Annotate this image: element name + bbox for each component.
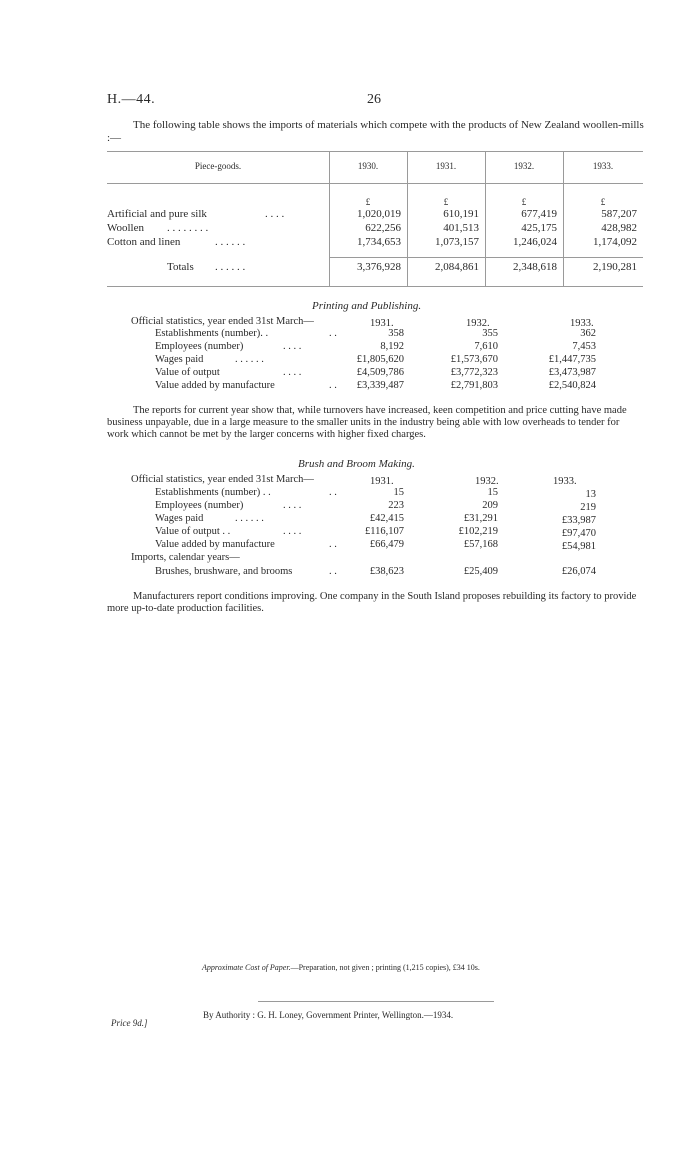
stat-label: Value of output xyxy=(155,367,220,378)
currency-symbol: £ xyxy=(521,197,527,207)
totals-cell: 3,376,928 xyxy=(357,261,401,273)
intro-paragraph: The following table shows the imports of materials which compete with the products of New Zealand woollen-mills :— xyxy=(107,119,644,144)
stat-value: 15 xyxy=(487,487,498,498)
page-number: 26 xyxy=(367,92,381,107)
row-leader-dots: . . . . xyxy=(265,208,285,220)
stat-value: 7,453 xyxy=(572,341,596,352)
table-cell: 1,174,092 xyxy=(593,236,637,248)
stat-value: £54,981 xyxy=(561,541,596,552)
column-header-piece-goods: Piece-goods. xyxy=(194,161,242,171)
stat-value: £26,074 xyxy=(561,566,596,577)
row-leader-dots: . . . . xyxy=(283,526,302,537)
currency-symbol: £ xyxy=(443,197,449,207)
stat-value: £66,479 xyxy=(369,539,404,550)
table-cell: 1,020,019 xyxy=(357,208,401,220)
stat-label: Value of output . . xyxy=(155,526,231,537)
printing-year-header: 1933. xyxy=(570,318,594,329)
stat-label: Employees (number) xyxy=(155,341,244,352)
column-header-year: 1930. xyxy=(357,161,379,171)
stat-value: £3,772,323 xyxy=(450,367,498,378)
stat-value: £25,409 xyxy=(463,566,498,577)
stat-label: Wages paid xyxy=(155,354,204,365)
stat-value: 223 xyxy=(388,500,404,511)
row-label: Woollen xyxy=(107,222,144,234)
currency-symbol: £ xyxy=(600,197,606,207)
row-leader-dots: . . . . . . xyxy=(235,354,264,365)
totals-cell: 2,084,861 xyxy=(435,261,479,273)
brush-year-header: 1932. xyxy=(475,476,499,487)
row-leader-dots: . . xyxy=(329,380,337,391)
stat-value: £33,987 xyxy=(561,515,596,526)
stat-label: Wages paid xyxy=(155,513,204,524)
brush-section-title: Brush and Broom Making. xyxy=(298,458,415,470)
currency-symbol: £ xyxy=(365,197,371,207)
row-label: Artificial and pure silk xyxy=(107,208,207,220)
stat-value: £3,473,987 xyxy=(548,367,596,378)
stat-value: 8,192 xyxy=(380,341,404,352)
stat-value: £2,540,824 xyxy=(548,380,596,391)
table-cell: 1,246,024 xyxy=(513,236,557,248)
stat-label: Establishments (number) . . xyxy=(155,487,271,498)
brush-year-header: 1931. xyxy=(370,476,394,487)
row-leader-dots: . . . . xyxy=(283,367,302,378)
stat-value: £38,623 xyxy=(369,566,404,577)
row-leader-dots: . . xyxy=(329,328,337,339)
cost-of-paper-note xyxy=(202,963,480,972)
printing-year-header: 1931. xyxy=(370,318,394,329)
table-cell: 428,982 xyxy=(601,222,637,234)
row-leader-dots: . . . . . . xyxy=(215,236,246,248)
stat-value: £31,291 xyxy=(463,513,498,524)
row-leader-dots: . . xyxy=(329,487,337,498)
row-leader-dots: . . . . . . xyxy=(235,513,264,524)
brush-year-header: 1933. xyxy=(553,476,577,487)
stat-value: £102,219 xyxy=(458,526,498,537)
totals-cell: 2,190,281 xyxy=(593,261,637,273)
stat-value: £4,509,786 xyxy=(356,367,404,378)
printing-paragraph: The reports for current year show that, while turnovers have increased, keen competition and price cutting have made business unpayable, due in a large measure to the smaller units in the industry being able with low overheads to tender for work which cannot be met by the larger concerns with higher fixed charges. xyxy=(107,405,627,440)
price-note: Price 9d.] xyxy=(111,1018,148,1028)
table-cell: 622,256 xyxy=(365,222,401,234)
stat-value: 7,610 xyxy=(474,341,498,352)
table-totals-rule xyxy=(329,257,643,258)
cost-label: Approximate Cost of Paper. xyxy=(202,963,291,972)
stat-value: £1,805,620 xyxy=(356,354,404,365)
stat-value: £116,107 xyxy=(365,526,404,537)
row-label: Cotton and linen xyxy=(107,236,181,248)
footer-rule xyxy=(258,1001,494,1002)
imports-table xyxy=(107,151,643,286)
brush-heading: Official statistics, year ended 31st March— xyxy=(131,474,314,485)
row-leader-dots: . . . . xyxy=(283,341,302,352)
table-bottom-rule xyxy=(107,286,643,287)
imports-heading: Imports, calendar years— xyxy=(131,552,240,563)
stat-value: 358 xyxy=(388,328,404,339)
printer-authority: By Authority : G. H. Loney, Government Printer, Wellington.—1934. xyxy=(203,1010,454,1020)
stat-value: £3,339,487 xyxy=(356,380,404,391)
stat-label: Value added by manufacture xyxy=(155,380,275,391)
table-cell: 401,513 xyxy=(443,222,479,234)
row-leader-dots: . . . . . . xyxy=(215,261,246,273)
totals-label: Totals xyxy=(167,261,194,273)
printing-heading: Official statistics, year ended 31st March— xyxy=(131,316,314,327)
stat-value: £57,168 xyxy=(463,539,498,550)
stat-value: £97,470 xyxy=(561,528,596,539)
row-leader-dots: . . . . . . . . xyxy=(167,222,209,234)
column-header-year: 1932. xyxy=(513,161,535,171)
stat-value: 13 xyxy=(585,489,596,500)
table-cell: 425,175 xyxy=(521,222,557,234)
stat-value: 362 xyxy=(580,328,596,339)
row-leader-dots: . . . . xyxy=(283,500,302,511)
column-header-year: 1931. xyxy=(435,161,457,171)
table-cell: 1,734,653 xyxy=(357,236,401,248)
stat-label: Brushes, brushware, and brooms xyxy=(155,566,293,577)
stat-label: Value added by manufacture xyxy=(155,539,275,550)
printing-year-header: 1932. xyxy=(466,318,490,329)
stat-value: £1,573,670 xyxy=(450,354,498,365)
row-leader-dots: . . xyxy=(329,566,337,577)
brush-paragraph: Manufacturers report conditions improving. One company in the South Island proposes rebuilding its factory to provide more up-to-date production facilities. xyxy=(107,591,637,614)
table-cell: 587,207 xyxy=(601,208,637,220)
table-cell: 677,419 xyxy=(521,208,557,220)
stat-value: £1,447,735 xyxy=(548,354,596,365)
stat-value: 219 xyxy=(580,502,596,513)
stat-value: 355 xyxy=(482,328,498,339)
stat-value: £2,791,803 xyxy=(450,380,498,391)
stat-label: Establishments (number). . xyxy=(155,328,269,339)
printing-section-title: Printing and Publishing. xyxy=(312,300,422,312)
column-header-year: 1933. xyxy=(592,161,614,171)
row-leader-dots: . . xyxy=(329,539,337,550)
stat-label: Employees (number) xyxy=(155,500,244,511)
stat-value: 209 xyxy=(482,500,498,511)
table-cell: 610,191 xyxy=(443,208,479,220)
stat-value: 15 xyxy=(393,487,404,498)
cost-text: —Preparation, not given ; printing (1,215 copies), £34 10s. xyxy=(290,963,480,972)
document-reference: H.—44. xyxy=(107,92,156,107)
totals-cell: 2,348,618 xyxy=(513,261,557,273)
table-cell: 1,073,157 xyxy=(435,236,479,248)
stat-value: £42,415 xyxy=(369,513,404,524)
